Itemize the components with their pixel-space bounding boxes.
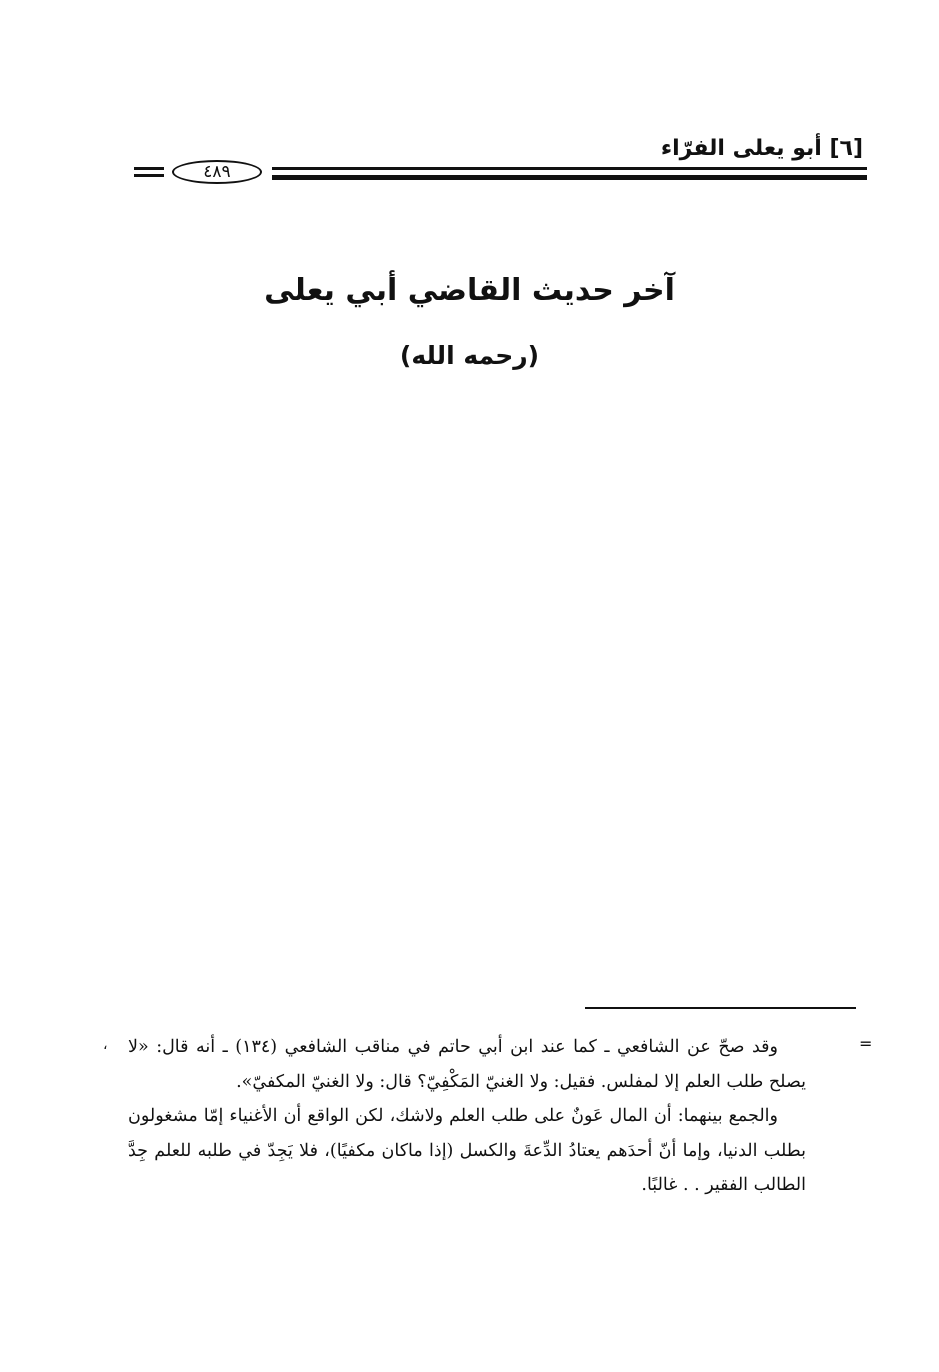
footnote-separator-rule (585, 1007, 856, 1009)
running-header-title: [٦] أبو يعلى الفرّاء (660, 136, 863, 161)
header-rule-right-double-line (272, 167, 867, 180)
chapter-subtitle: (رحمه الله) (399, 341, 540, 370)
footnote-paragraph: والجمع بينهما: أن المال عَونٌ على طلب العلم ولاشك، لكن الواقع أن الأغنياء إمّا مشغولون بطلب الدنيا، وإما أنّ أحدَهم يعتادُ الدِّعةَ والكسل (إذا ماكان مكفيًا)، فلا يَجِدّ في طلبه للعلم جِدَّ الطالب الفقير . . غالبًا. (128, 1106, 806, 1195)
stray-comma-mark: ، (103, 1037, 108, 1053)
header-rule (134, 160, 867, 186)
footnote-paragraph: وقد صحّ عن الشافعي ـ كما عند ابن أبي حاتم في مناقب الشافعي (١٣٤) ـ أنه قال: «لا يصلح طلب العلم إلا لمفلس. فقيل: ولا الغنيّ المَكْفِيّ؟ قال: ولا الغنيّ المكفيّ». (128, 1037, 806, 1092)
page-number-oval: ٤٨٩ (172, 160, 262, 184)
footnote-continuation-mark: = (859, 1034, 873, 1053)
footnote-text (128, 1030, 806, 1203)
chapter-title: آخر حديث القاضي أبي يعلى (264, 273, 675, 308)
header-rule-left-double-line (134, 167, 164, 177)
